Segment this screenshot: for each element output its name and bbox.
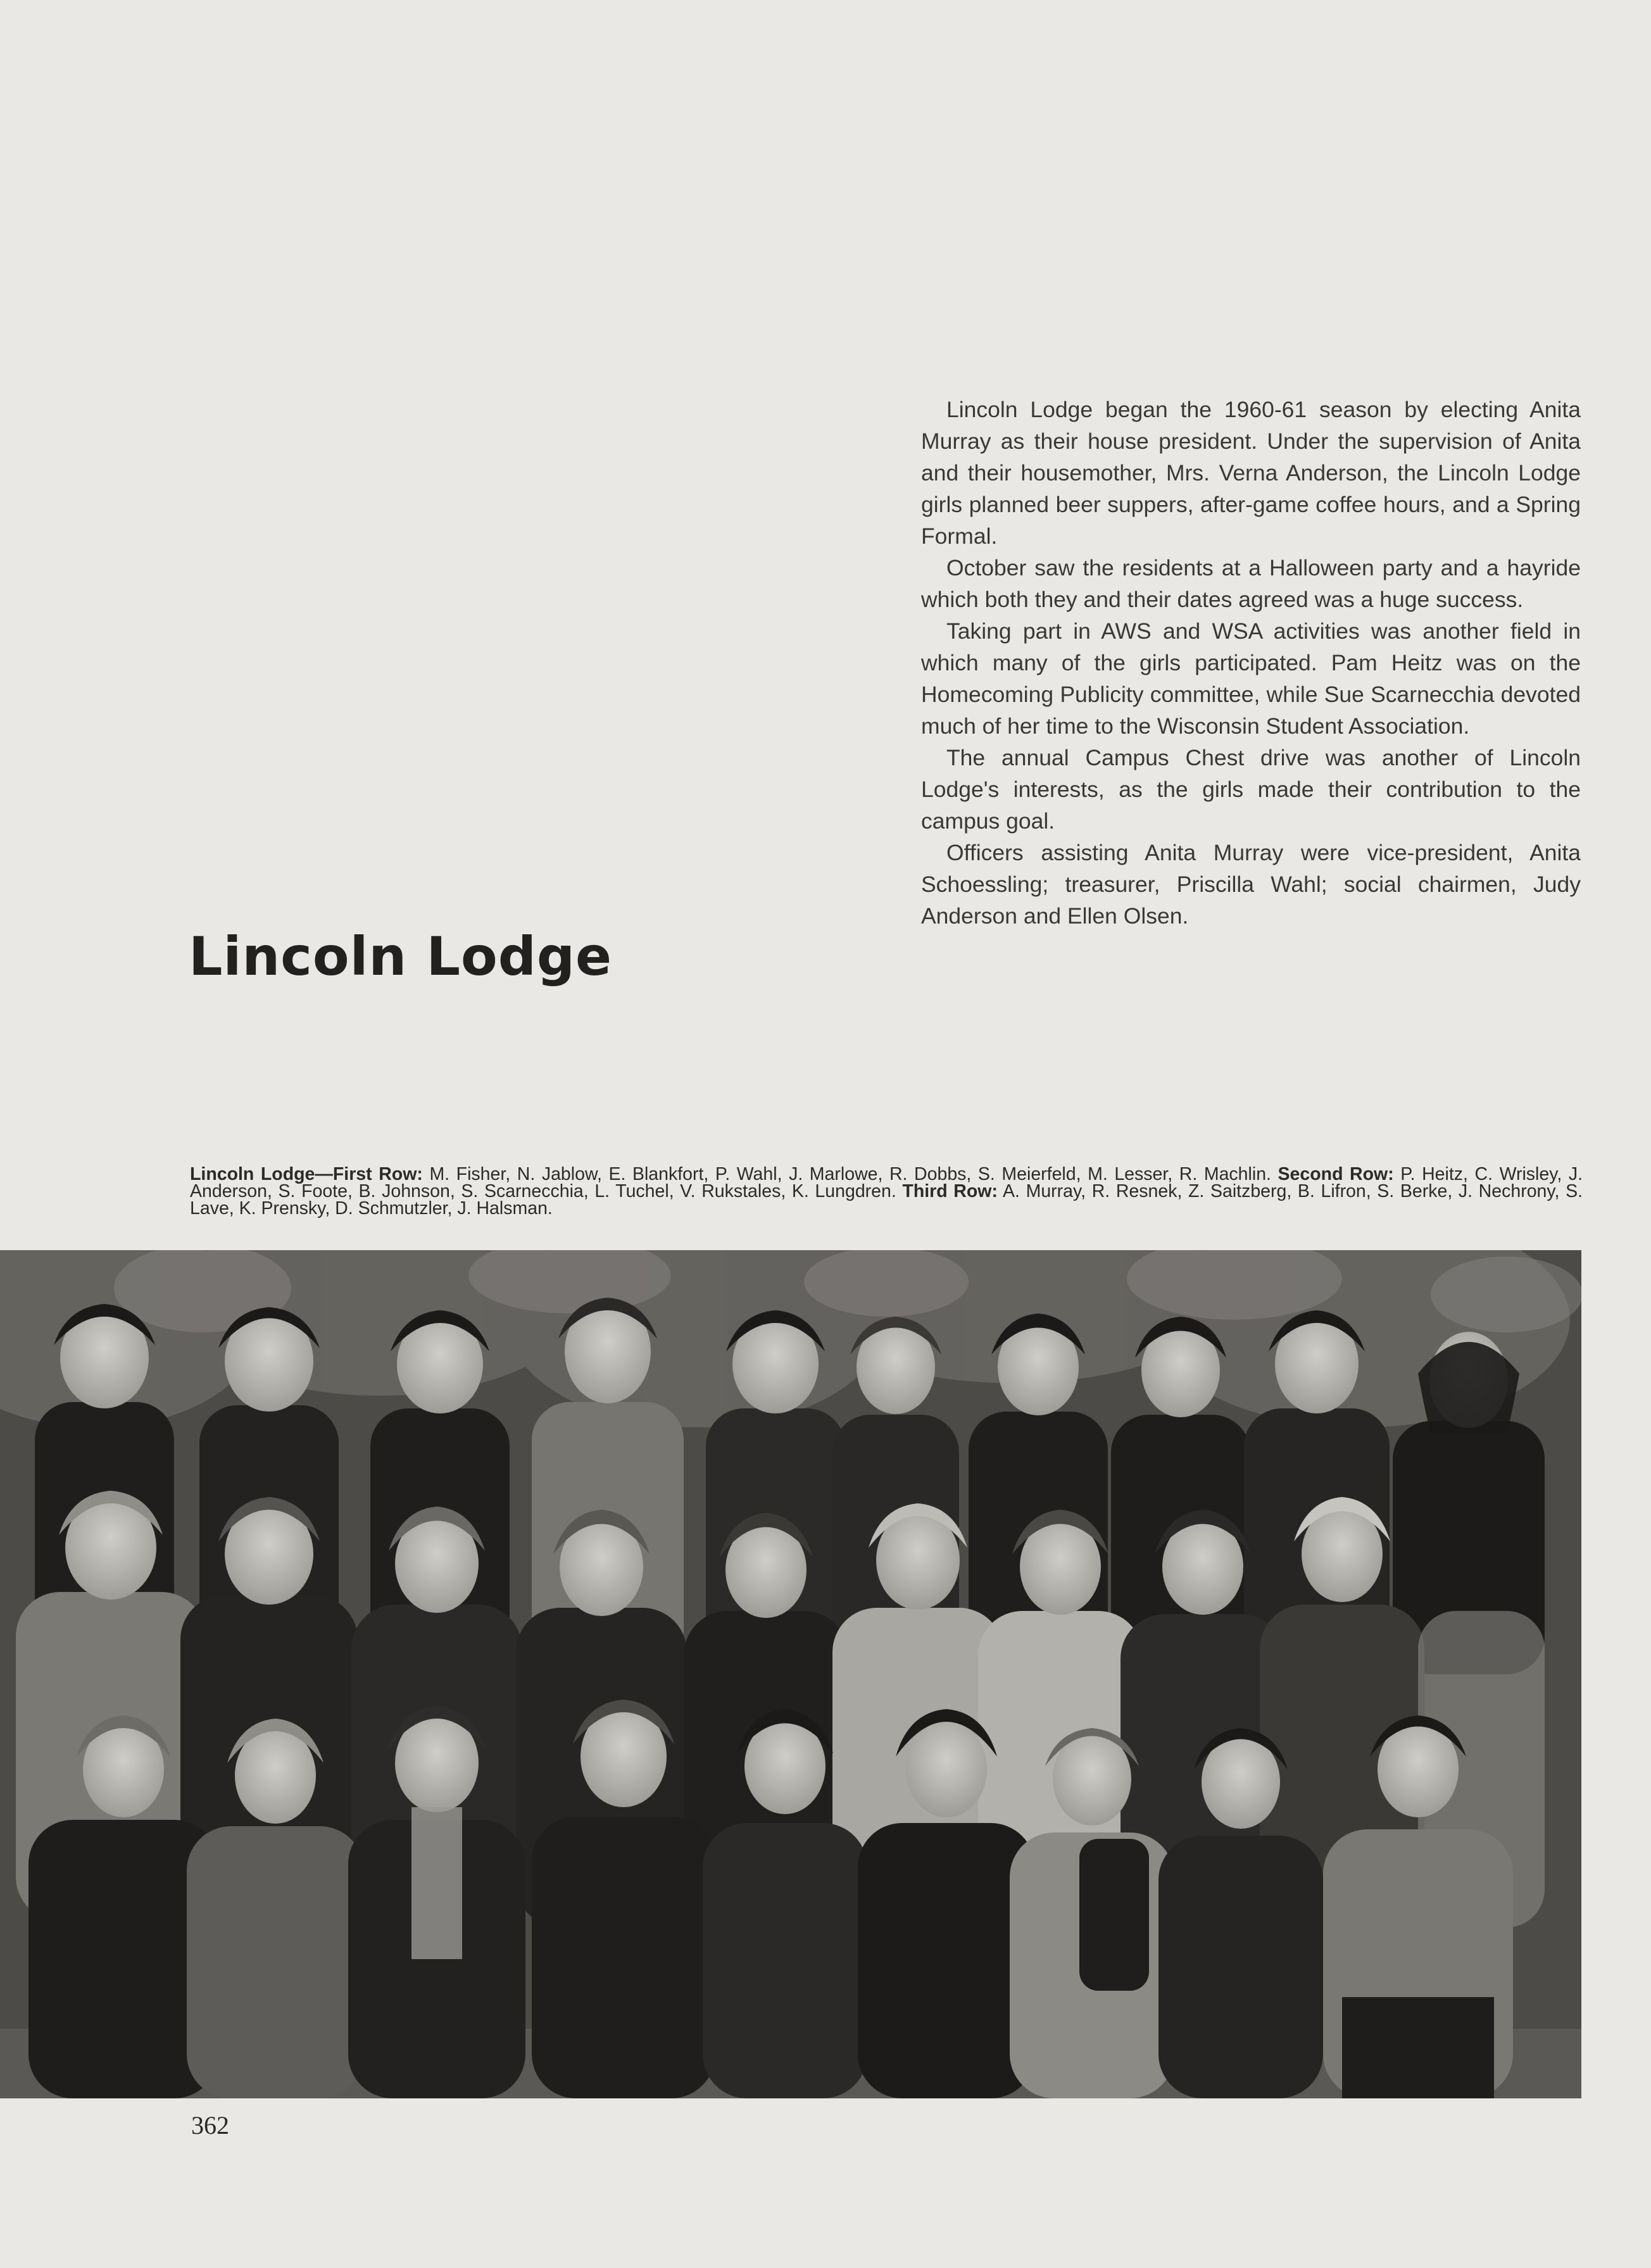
paragraph-3: Taking part in AWS and WSA activities was another field in which many of the girls participated. Pam Heitz was on the Homecoming Publicity committee, while Sue Scarnecchia devoted much of her time to the Wisconsin Student Association. [921, 618, 1581, 739]
page-number: 362 [191, 2111, 229, 2140]
caption-third-row-names: A. Murray, R. Resnek, Z. Saitzberg, B. Lifron, S. Berke, J. Nechrony, S. Lave, K. Prensky, D. Schmutzler, J. Halsman. [190, 1181, 1583, 1219]
caption-second-row-names: P. Heitz, C. Wrisley, J. Anderson, S. Foote, B. Johnson, S. Scarnecchia, L. Tuchel, V. Rukstales, K. Lungdren. [190, 1164, 1583, 1201]
paragraph-2: October saw the residents at a Halloween party and a hayride which both they and their dates agreed was a huge success. [921, 555, 1581, 612]
group-photo [0, 1250, 1581, 2098]
caption-third-row-label: Third Row: [902, 1181, 998, 1201]
article-body [921, 394, 1581, 932]
group-photo-illustration [0, 1250, 1581, 2098]
caption-second-row-label: Second Row: [1277, 1164, 1394, 1184]
caption-first-row-names: M. Fisher, N. Jablow, E. Blankfort, P. Wahl, J. Marlowe, R. Dobbs, S. Meierfeld, M. Lesser, R. Machlin. [429, 1164, 1271, 1184]
page-title: Lincoln Lodge [189, 925, 612, 987]
paragraph-1: Lincoln Lodge began the 1960-61 season by electing Anita Murray as their house president. Under the supervision of Anita and their housemother, Mrs. Verna Anderson, the Lincoln Lodge girls planned beer suppers, after-game coffee hours, and a Spring Formal. [921, 397, 1581, 549]
caption-first-row-label: First Row: [332, 1164, 423, 1184]
paragraph-5: Officers assisting Anita Murray were vice-president, Anita Schoessling; treasurer, Priscilla Wahl; social chairmen, Judy Anderson and Ellen Olsen. [921, 840, 1581, 929]
caption-dash: — [315, 1164, 333, 1184]
caption-group-label: Lincoln Lodge [190, 1164, 315, 1184]
paragraph-4: The annual Campus Chest drive was another of Lincoln Lodge's interests, as the girls made their contribution to the campus goal. [921, 745, 1581, 834]
photo-caption [190, 1166, 1583, 1217]
